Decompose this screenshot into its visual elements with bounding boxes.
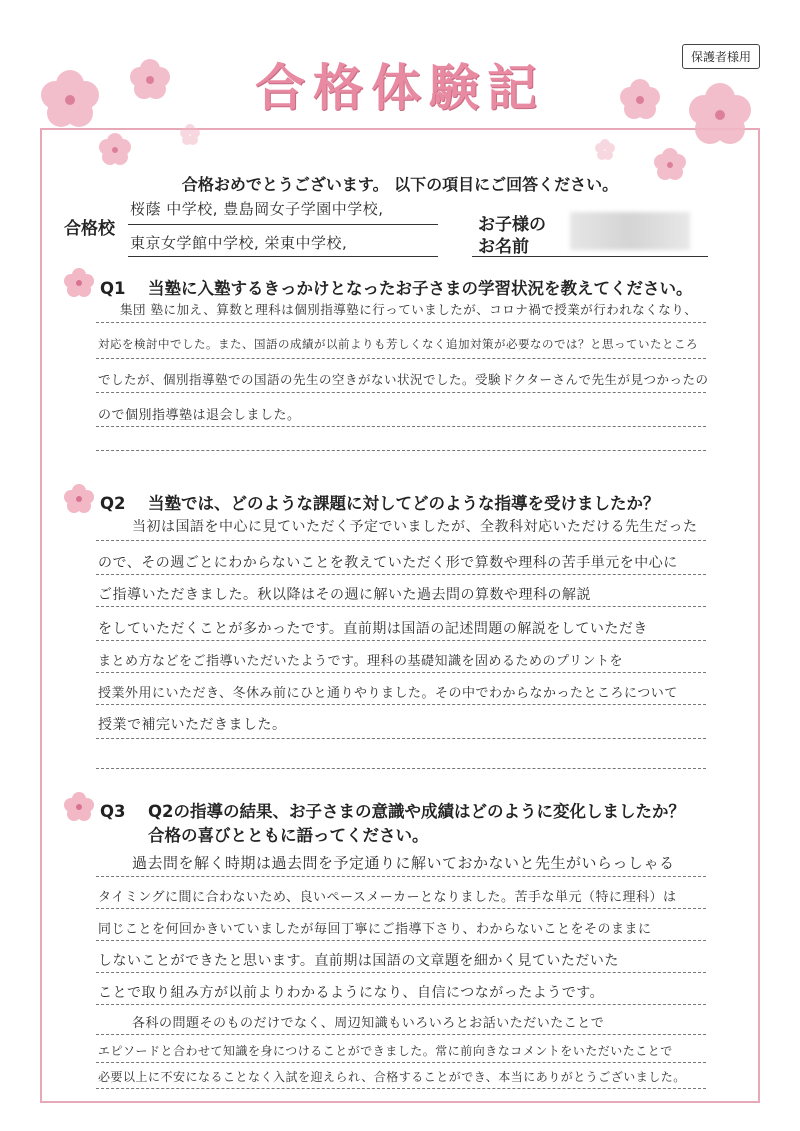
- redacted-name: [570, 212, 690, 250]
- audience-badge: 保護者様用: [682, 44, 760, 69]
- answer-1-rule-5: [96, 450, 706, 451]
- answer-2-line-4: をしていただくことが多かったです。直前期は国語の記述問題の解説をしていただき: [98, 621, 648, 637]
- answer-1-rule-3: [96, 392, 706, 393]
- question-1: [100, 275, 693, 299]
- question-1-text: 当塾に入塾するきっかけとなったお子さまの学習状況を教えてください。: [148, 279, 693, 298]
- answer-3-rule-5: [96, 1004, 706, 1005]
- answer-1-line-3: でしたが、個別指導塾での国語の先生の空きがない状況でした。受験ドクターさんで先生が見つかったの: [98, 372, 709, 387]
- answer-2-rule-7: [96, 738, 706, 739]
- question-3-number: Q3: [100, 802, 126, 821]
- intro-text: 合格おめでとうございます。 以下の項目にご回答ください。: [181, 175, 619, 194]
- question-1-number: Q1: [100, 279, 126, 298]
- answer-3-rule-7: [96, 1062, 706, 1063]
- answer-2-rule-4: [96, 640, 706, 641]
- answer-2-rule-5: [96, 672, 706, 673]
- answer-2-line-7: 授業で補完いただきました。: [98, 717, 287, 733]
- school-underline-2: [128, 256, 438, 257]
- answer-3-rule-2: [96, 908, 706, 909]
- school-label: 合格校: [64, 219, 115, 239]
- answer-1-rule-4: [96, 426, 706, 427]
- answer-3-line-2: タイミングに間に合わないため、良いペースメーカーとなりました。苦手な単元（特に理科）は: [98, 890, 677, 905]
- answer-2-rule-3: [96, 606, 706, 607]
- answer-3-rule-1: [96, 876, 706, 877]
- cherry-blossom-icon: [62, 266, 96, 300]
- answer-2-line-2: ので、その週ごとにわからないことを教えていただく形で算数や理科の苦手単元を中心に: [98, 555, 678, 571]
- answer-3-rule-4: [96, 972, 706, 973]
- answer-3-rule-6: [96, 1034, 706, 1035]
- answer-3-line-6: 各科の問題そのものだけでなく、周辺知識もいろいろとお話いただいたことで: [132, 1016, 605, 1031]
- answer-2-rule-1: [96, 540, 706, 541]
- question-3: [100, 798, 685, 822]
- question-3-text: Q2の指導の結果、お子さまの意識や成績はどのように変化しましたか？: [148, 802, 686, 821]
- question-2: [100, 490, 660, 514]
- answer-1-line-2: 対応を検討中でした。また、国語の成績が以前よりも芳しくなく追加対策が必要なのでは？と思っていたところ: [98, 337, 698, 351]
- answer-3-rule-3: [96, 940, 706, 941]
- child-name-label-2: お名前: [478, 237, 529, 257]
- school-line-1: 桜蔭 中学校, 豊島岡女子学園中学校,: [130, 200, 384, 218]
- answer-3-line-8: 必要以上に不安になることなく入試を迎えられ、合格することができ、本当にありがとうございました。: [98, 1070, 686, 1084]
- answer-2-rule-6: [96, 704, 706, 705]
- question-3-text-line-2: 合格の喜びとともに語ってください。: [148, 826, 429, 845]
- child-name-label-1: お子様の: [478, 215, 546, 235]
- answer-3-rule-8: [96, 1088, 706, 1089]
- answer-1-line-4: ので個別指導塾は退会しました。: [98, 408, 301, 423]
- answer-3-line-5: ことで取り組み方が以前よりわかるようになり、自信につながったようです。: [98, 985, 605, 1001]
- school-underline-1: [128, 224, 438, 225]
- answer-2-line-6: 授業外用にいただき、冬休み前にひと通りやりました。その中でわからなかったところについて: [98, 686, 678, 701]
- school-line-2: 東京女学館中学校, 栄東中学校,: [130, 234, 348, 252]
- cherry-blossom-icon: [62, 790, 96, 824]
- answer-2-line-5: まとめ方などをご指導いただいたようです。理科の基礎知識を固めるためのプリントを: [98, 654, 623, 669]
- answer-3-line-3: 同じことを何回かきいていましたが毎回丁寧にご指導下さり、わからないことをそのままに: [98, 922, 652, 937]
- question-2-text: 当塾では、どのような課題に対してどのような指導を受けましたか？: [148, 494, 660, 513]
- page-title: 合格体験記: [255, 58, 545, 117]
- answer-3-line-7: エピソードと合わせて知識を身につけることができました。常に前向きなコメントをいただいたことで: [98, 1044, 673, 1058]
- answer-3-line-4: しないことができたと思います。直前期は国語の文章題を細かく見ていただいた: [98, 953, 619, 969]
- answer-2-rule-2: [96, 574, 706, 575]
- child-name-underline: [472, 256, 708, 257]
- answer-1-line-1: 集団 塾に加え、算数と理科は個別指導塾に行っていましたが、コロナ禍で授業が行われなくなり、: [120, 302, 698, 317]
- answer-2-line-1: 当初は国語を中心に見ていただく予定でいましたが、全教科対応いただける先生だった: [132, 519, 698, 535]
- answer-3-line-1: 過去問を解く時期は過去問を予定通りに解いておかないと先生がいらっしゃる: [132, 854, 675, 872]
- answer-2-line-3: ご指導いただきました。秋以降はその週に解いた過去問の算数や理科の解説: [98, 587, 591, 603]
- cherry-blossom-icon: [62, 482, 96, 516]
- answer-2-rule-8: [96, 768, 706, 769]
- answer-1-rule-1: [96, 322, 706, 323]
- question-2-number: Q2: [100, 494, 126, 513]
- answer-1-rule-2: [96, 358, 706, 359]
